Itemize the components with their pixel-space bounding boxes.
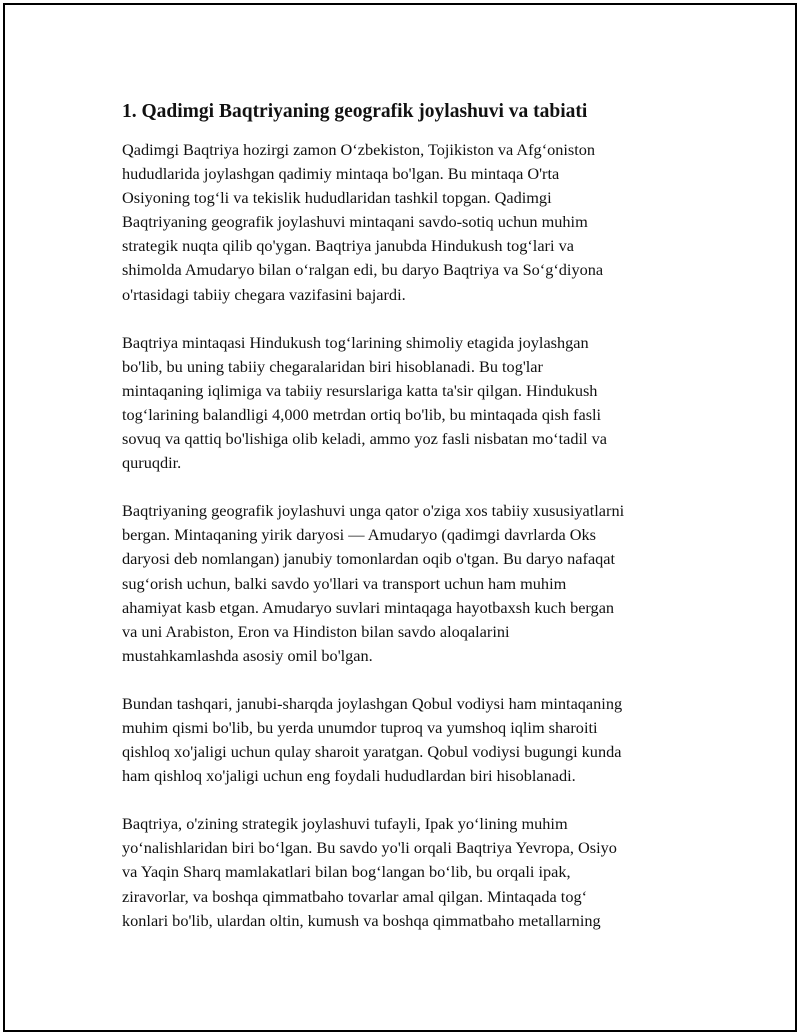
text-line: shimolda Amudaryo bilan o‘ralgan edi, bu daryo Baqtriya va So‘g‘diyona	[122, 260, 604, 280]
document-body	[122, 100, 700, 957]
text-line: bo'lib, bu uning tabiiy chegaralaridan biri hisoblanadi. Bu tog'lar	[122, 356, 543, 376]
text-line: va uni Arabiston, Eron va Hindiston bilan savdo aloqalarini	[122, 621, 510, 641]
text-line: va Yaqin Sharq mamlakatlari bilan bog‘langan bo‘lib, bu orqali ipak,	[122, 862, 571, 882]
paragraph-geography	[122, 138, 700, 307]
text-line: o'rtasidagi tabiiy chegara vazifasini bajardi.	[122, 284, 406, 304]
paragraph-hindukush	[122, 331, 700, 476]
text-line: hududlarida joylashgan qadimiy mintaqa bo'lgan. Bu mintaqa O'rta	[122, 164, 560, 184]
text-line: Osiyoning tog‘li va tekislik hududlaridan tashkil topgan. Qadimgi	[122, 188, 552, 208]
text-line: yo‘nalishlaridan biri bo‘lgan. Bu savdo yo'li orqali Baqtriya Yevropa, Osiyo	[122, 838, 617, 858]
text-line: konlari bo'lib, ulardan oltin, kumush va boshqa qimmatbaho metallarning	[122, 910, 601, 930]
text-line: bergan. Mintaqaning yirik daryosi — Amudaryo (qadimgi davrlarda Oks	[122, 525, 597, 545]
section-heading: 1. Qadimgi Baqtriyaning geografik joylashuvi va tabiati	[122, 101, 588, 122]
text-line: muhim qismi bo'lib, bu yerda unumdor tuproq va yumshoq iqlim sharoiti	[122, 717, 598, 737]
text-line: mintaqaning iqlimiga va tabiiy resurslariga katta ta'sir qilgan. Hindukush	[122, 380, 598, 400]
text-line: strategik nuqta qilib qo'ygan. Baqtriya janubda Hindukush tog‘lari va	[122, 236, 574, 256]
page-frame	[3, 3, 797, 1032]
paragraph-amudaryo	[122, 499, 700, 668]
text-line: sug‘orish uchun, balki savdo yo'llari va transport uchun ham muhim	[122, 573, 567, 593]
text-line: ham qishloq xo'jaligi uchun eng foydali hududlardan biri hisoblanadi.	[122, 766, 576, 786]
text-line: ahamiyat kasb etgan. Amudaryo suvlari mintaqaga hayotbaxsh kuch bergan	[122, 597, 615, 617]
text-line: Qadimgi Baqtriya hozirgi zamon O‘zbekiston, Tojikiston va Afg‘oniston	[122, 140, 596, 159]
text-line: quruqdir.	[122, 453, 182, 473]
text-line: Baqtriya, o'zining strategik joylashuvi tufayli, Ipak yo‘lining muhim	[122, 814, 568, 834]
text-line: Baqtriyaning geografik joylashuvi unga qator o'ziga xos tabiiy xususiyatlarni	[122, 501, 625, 521]
text-line: Baqtriyaning geografik joylashuvi mintaqani savdo-sotiq uchun muhim	[122, 212, 588, 232]
paragraph-silk-road	[122, 812, 700, 932]
text-line: daryosi deb nomlangan) janubiy tomonlardan oqib o'tgan. Bu daryo nafaqat	[122, 549, 616, 569]
text-line: tog‘larining balandligi 4,000 metrdan ortiq bo'lib, bu mintaqada qish fasli	[122, 404, 602, 424]
text-line: qishloq xo'jaligi uchun qulay sharoit yaratgan. Qobul vodiysi bugungi kunda	[122, 742, 622, 762]
text-line: sovuq va qattiq bo'lishiga olib keladi, ammo yoz fasli nisbatan mo‘tadil va	[122, 429, 607, 449]
text-line: mustahkamlashda asosiy omil bo'lgan.	[122, 645, 373, 665]
text-line: ziravorlar, va boshqa qimmatbaho tovarlar amal qilgan. Mintaqada tog‘	[122, 886, 588, 906]
paragraph-qobul-valley	[122, 692, 700, 788]
text-line: Baqtriya mintaqasi Hindukush tog‘larining shimoliy etagida joylashgan	[122, 332, 589, 352]
text-line: Bundan tashqari, janubi-sharqda joylashgan Qobul vodiysi ham mintaqaning	[122, 693, 623, 713]
